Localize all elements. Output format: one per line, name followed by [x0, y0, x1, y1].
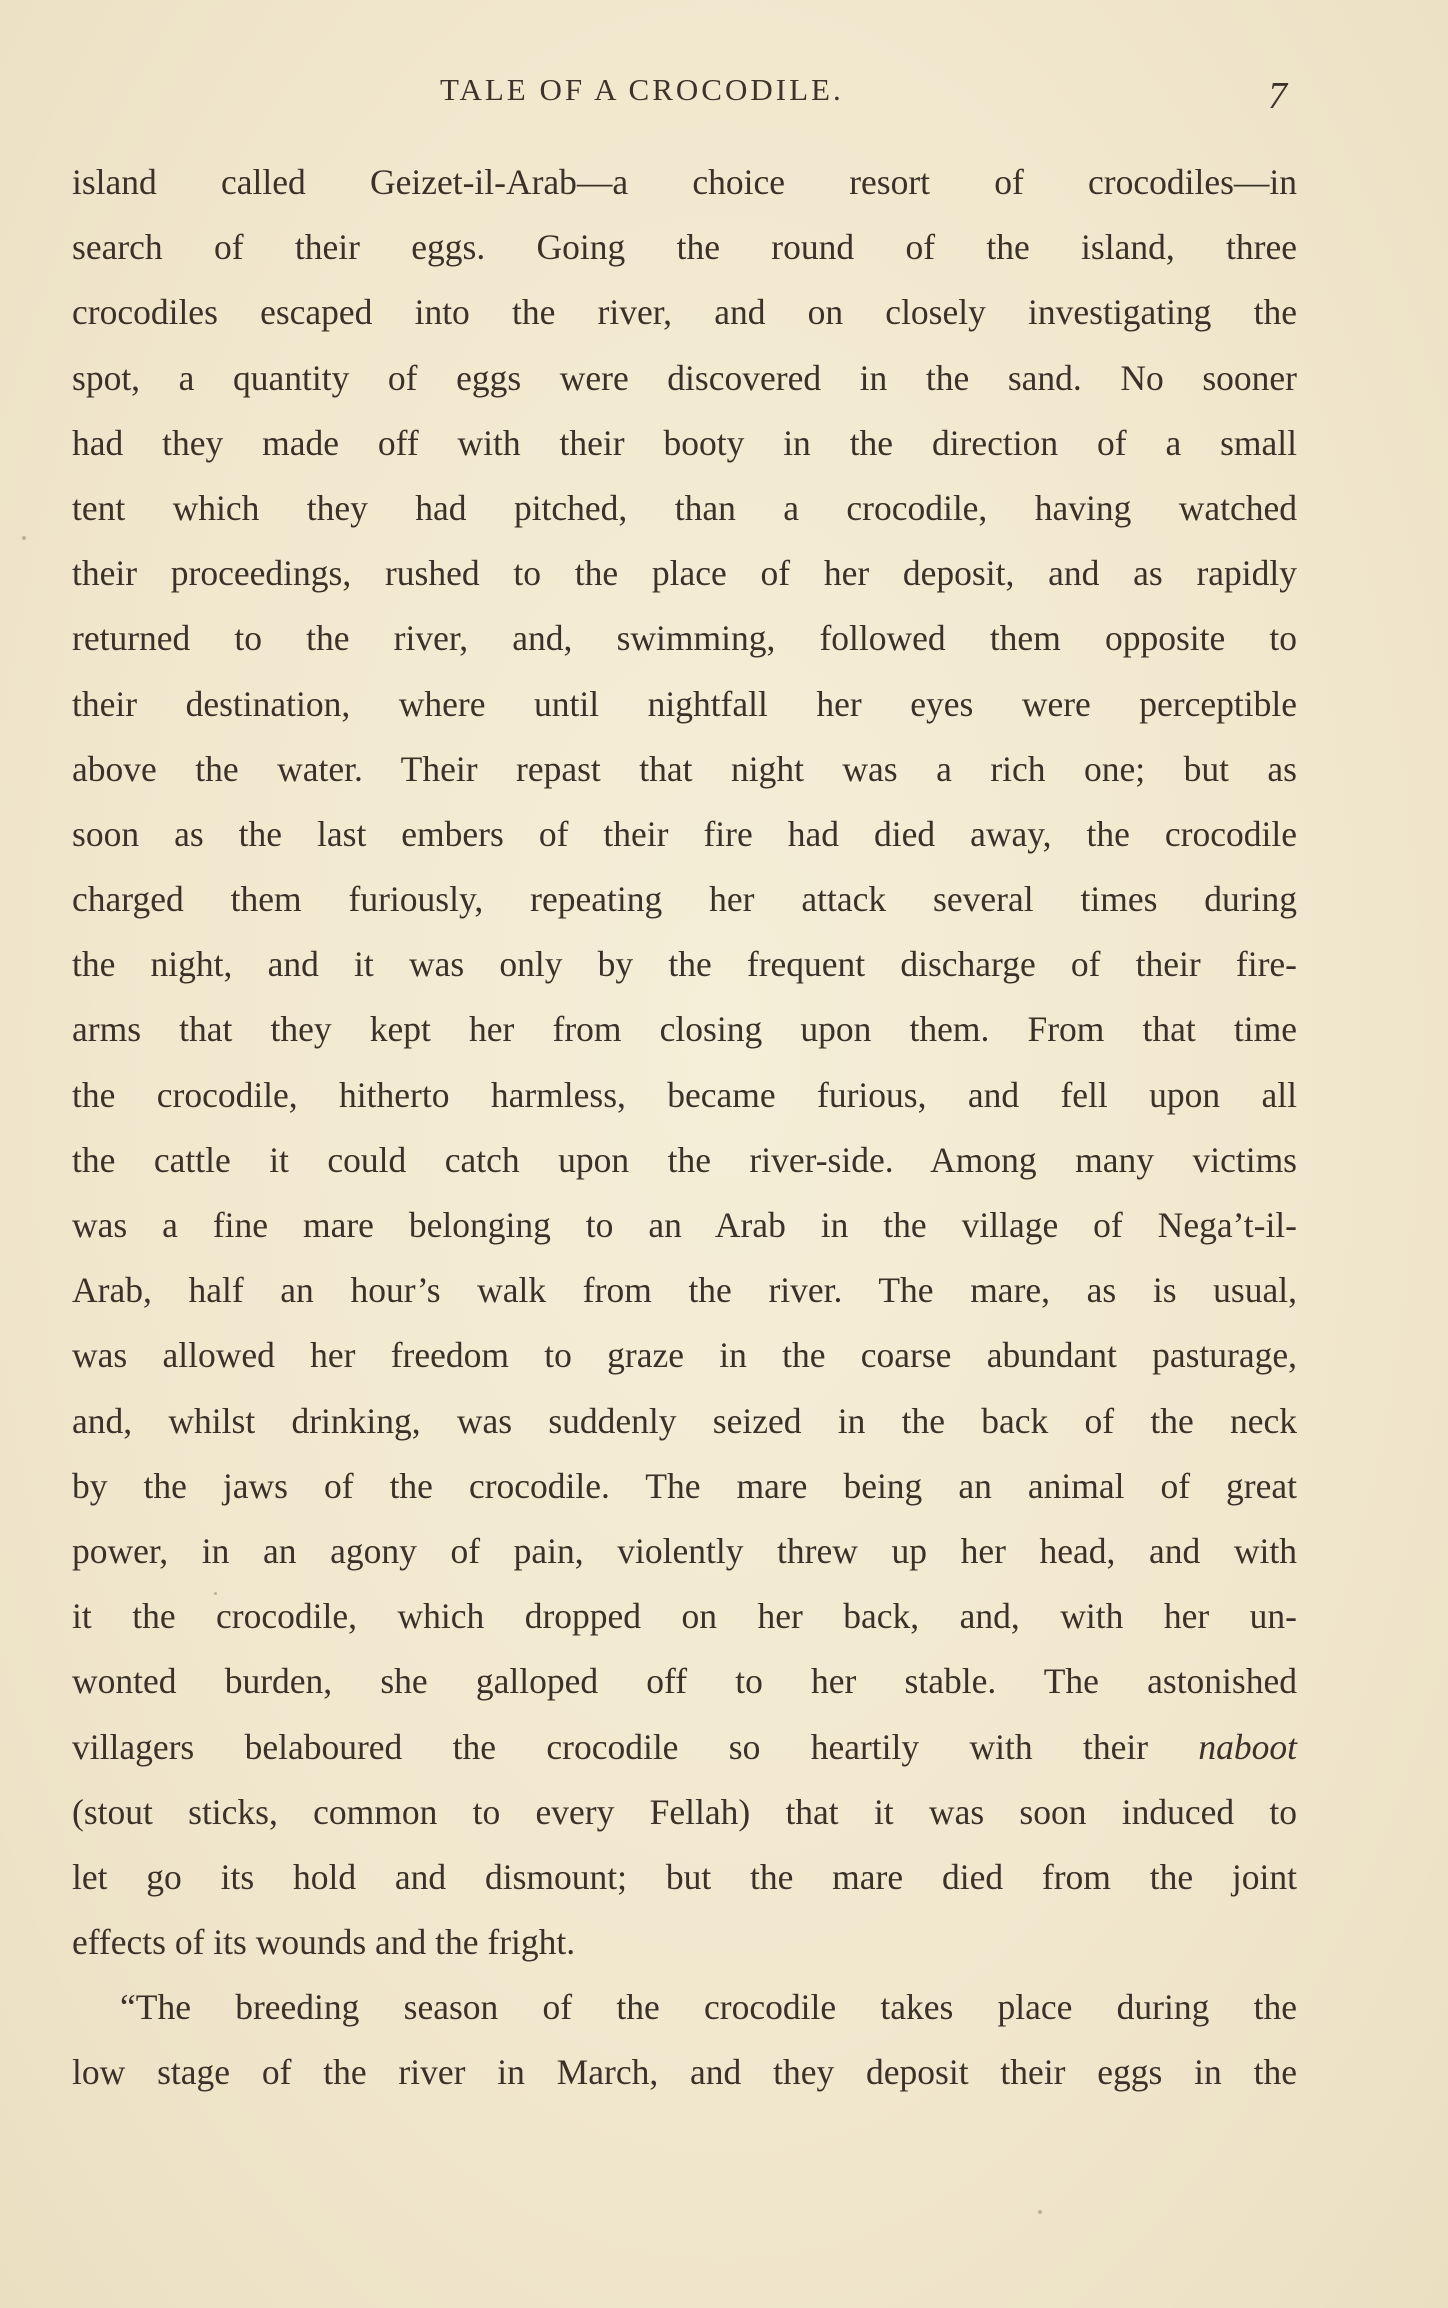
text-line: search of their eggs. Going the round of the island, three: [72, 227, 1297, 268]
text-line: soon as the last embers of their fire had died away, the crocodile: [72, 813, 1297, 854]
body-text: [72, 150, 1297, 2106]
text-line: had they made off with their booty in the direction of a small: [72, 422, 1297, 463]
text-line: crocodiles escaped into the river, and on closely investigating the: [72, 292, 1297, 333]
text-line: island called Geizet-il-Arab—a choice resort of crocodiles—in: [72, 162, 1297, 202]
text-line: (stout sticks, common to every Fellah) that it was soon induced to: [72, 1791, 1297, 1832]
text-line-villagers: [72, 1715, 1297, 1780]
text-line: and, whilst drinking, was suddenly seized in the back of the neck: [72, 1400, 1297, 1441]
text-line: the crocodile, hitherto harmless, became furious, and fell upon all: [72, 1074, 1297, 1115]
text-line: low stage of the river in March, and they deposit their eggs in the: [72, 2052, 1297, 2093]
text-line: above the water. Their repast that night was a rich one; but as: [72, 748, 1297, 789]
text-line: the cattle it could catch upon the river-side. Among many victims: [72, 1139, 1297, 1180]
text-line: charged them furiously, repeating her attack several times during: [72, 879, 1297, 920]
text-line: their proceedings, rushed to the place of her deposit, and as rapidly: [72, 553, 1297, 594]
text-line: wonted burden, she galloped off to her stable. The astonished: [72, 1661, 1297, 1702]
text-line: was allowed her freedom to graze in the coarse abundant pasturage,: [72, 1335, 1297, 1376]
running-title: TALE OF A CROCODILE.: [440, 72, 844, 107]
text-line: Arab, half an hour’s walk from the river. The mare, as is usual,: [72, 1270, 1297, 1311]
text-line: spot, a quantity of eggs were discovered in the sand. No sooner: [72, 357, 1297, 398]
text-line: arms that they kept her from closing upon them. From that time: [72, 1009, 1297, 1050]
text-line: power, in an agony of pain, violently threw up her head, and with: [72, 1530, 1297, 1571]
text-line: returned to the river, and, swimming, followed them opposite to: [72, 618, 1297, 659]
running-head: [0, 62, 1448, 122]
italic-term-naboot: naboot: [1198, 1726, 1297, 1767]
text-line: tent which they had pitched, than a crocodile, having watched: [72, 487, 1297, 528]
text-line: was a fine mare belonging to an Arab in the village of Nega’t-il-: [72, 1205, 1297, 1245]
paper-speck: [22, 536, 26, 540]
paragraph-start-line: “The breeding season of the crocodile takes place during the: [120, 1987, 1297, 2028]
text-line: let go its hold and dismount; but the mare died from the joint: [72, 1856, 1297, 1897]
paper-speck: [214, 1592, 217, 1595]
text-line: the night, and it was only by the frequent discharge of their fire-: [72, 944, 1297, 985]
paper-speck: [1038, 2210, 1042, 2214]
text-line: their destination, where until nightfall her eyes were perceptible: [72, 683, 1297, 724]
text-line: by the jaws of the crocodile. The mare being an animal of great: [72, 1465, 1297, 1506]
page-number: 7: [1268, 75, 1287, 117]
paragraph-end-line: effects of its wounds and the fright.: [72, 1922, 576, 1963]
text-line: it the crocodile, which dropped on her back, and, with her un-: [72, 1596, 1297, 1637]
text-run: villagers belaboured the crocodile so heartily with their: [72, 1726, 1199, 1767]
